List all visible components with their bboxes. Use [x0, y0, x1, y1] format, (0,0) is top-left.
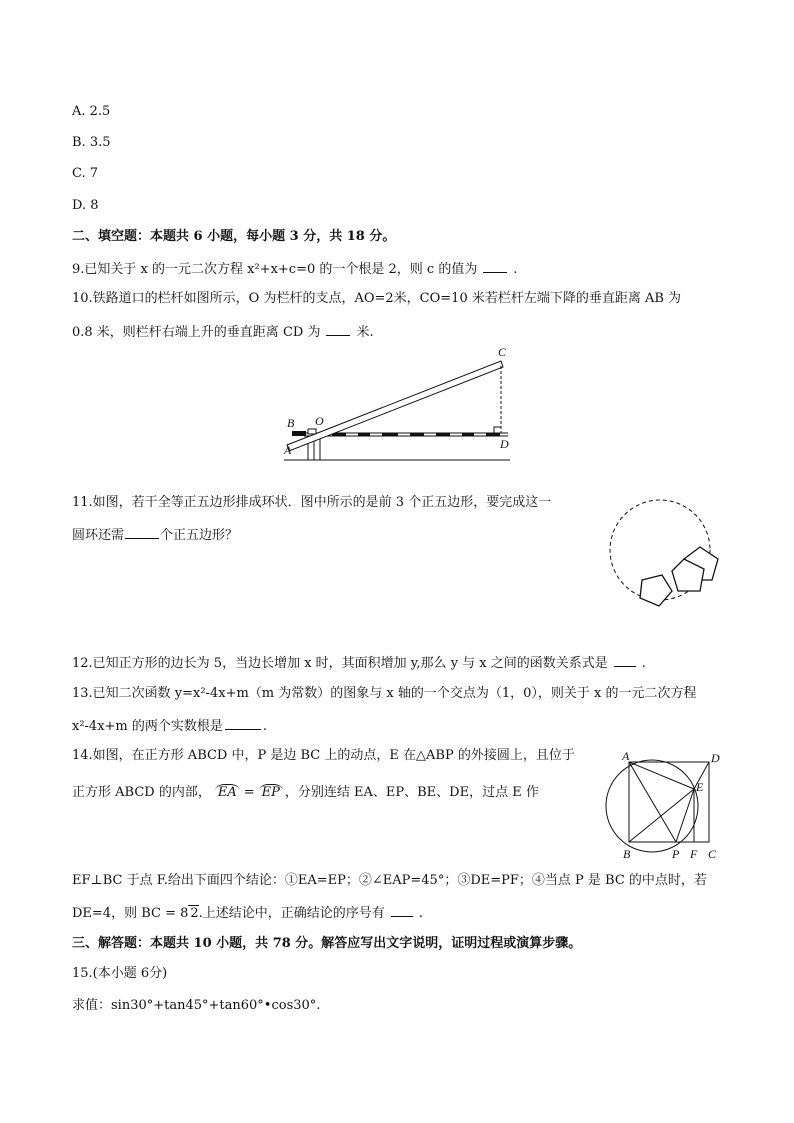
label-C: C	[498, 345, 507, 359]
square-circle-figure	[600, 748, 730, 864]
label-F: F	[690, 847, 698, 861]
question-15-title: 15.(本小题 6分)	[72, 966, 168, 981]
question-14-line2: 正方形 ABCD 的内部， EA = EP ，分别连结 EA、EP、BE、DE，过点 E 作	[72, 785, 539, 800]
pivot-box	[308, 429, 316, 434]
section-3-heading: 三、解答题：本题共 10 小题，共 78 分。解答应写出文字说明，证明过程或演算步骤。	[72, 936, 582, 951]
segment-ea	[629, 762, 694, 789]
segment-be	[629, 789, 694, 842]
answer-blank	[483, 258, 507, 273]
question-14-line1: 14.如图，在正方形 ABCD 中，P 是边 BC 上的动点，E 在△ABP 的外接圆上，且位于	[72, 748, 575, 763]
option-c: C. 7	[72, 166, 99, 181]
question-10-line1: 10.铁路道口的栏杆如图所示，O 为栏杆的支点，AO=2米，CO=10 米若栏杆左端下降的垂直距离 AB 为	[72, 291, 682, 306]
label-P: P	[672, 847, 680, 861]
question-9: 9.已知关于 x 的一元二次方程 x²+x+c=0 的一个根是 2，则 c 的值为 .	[72, 258, 517, 280]
label-B: B	[623, 847, 631, 861]
answer-blank	[225, 715, 261, 730]
answer-blank	[391, 902, 413, 917]
label-D: D	[500, 437, 509, 451]
question-15-text: 求值：sin30°+tan45°+tan60°•cos30°.	[72, 998, 321, 1013]
question-13-line2: x²-4x+m 的两个实数根是 .	[72, 715, 267, 737]
label-D: D	[711, 751, 720, 765]
answer-blank	[614, 652, 636, 667]
segment-ap	[629, 762, 676, 842]
label-A: A	[284, 443, 292, 457]
circumcircle-abp	[606, 760, 698, 852]
label-O: O	[315, 414, 324, 428]
question-11-line2: 圆环还需 个正五边形？	[72, 524, 238, 546]
option-a: A. 2.5	[72, 104, 111, 119]
question-13-line1: 13.已知二次函数 y=x²-4x+m（m 为常数）的图象与 x 轴的一个交点为（1，0），则关于 x 的一元二次方程	[72, 686, 697, 701]
answer-blank	[125, 524, 159, 539]
arc-ea: EA	[215, 784, 240, 800]
label-B: B	[287, 416, 295, 430]
arc-ep: EP	[259, 784, 283, 800]
barrier-counterweight	[292, 431, 306, 436]
question-14-line3: EF⊥BC 于点 F.给出下面四个结论：①EA=EP；②∠EAP=45°；③DE=PF；④当点 P 是 BC 的中点时，若	[72, 873, 707, 888]
section-2-heading: 二、填空题：本题共 6 小题，每小题 3 分，共 18 分。	[72, 229, 396, 244]
label-A: A	[622, 749, 630, 763]
question-14-line4: DE=4，则 BC = 8 2.上述结论中，正确结论的序号有 .	[72, 902, 423, 924]
question-10-line2: 0.8 米，则栏杆右端上升的垂直距离 CD 为 米.	[72, 321, 374, 343]
right-angle-mark	[494, 427, 501, 433]
question-11-line1: 11.如图，若干全等正五边形排成环状．图中所示的是前 3 个正五边形，要完成这一	[72, 495, 552, 510]
pentagon-3	[640, 575, 672, 606]
railway-barrier-figure	[274, 340, 524, 466]
label-E: E	[696, 780, 704, 794]
question-12: 12.已知正方形的边长为 5，当边长增加 x 时，其面积增加 y,那么 y 与 x 之间的函数关系式是 .	[72, 652, 646, 674]
pentagon-ring-figure	[602, 492, 726, 616]
answer-blank	[326, 321, 350, 336]
label-C: C	[708, 847, 717, 861]
option-d: D. 8	[72, 198, 99, 213]
option-b: B. 3.5	[72, 135, 111, 150]
sqrt-value: 2	[190, 906, 199, 921]
barrier-arm	[287, 361, 503, 451]
